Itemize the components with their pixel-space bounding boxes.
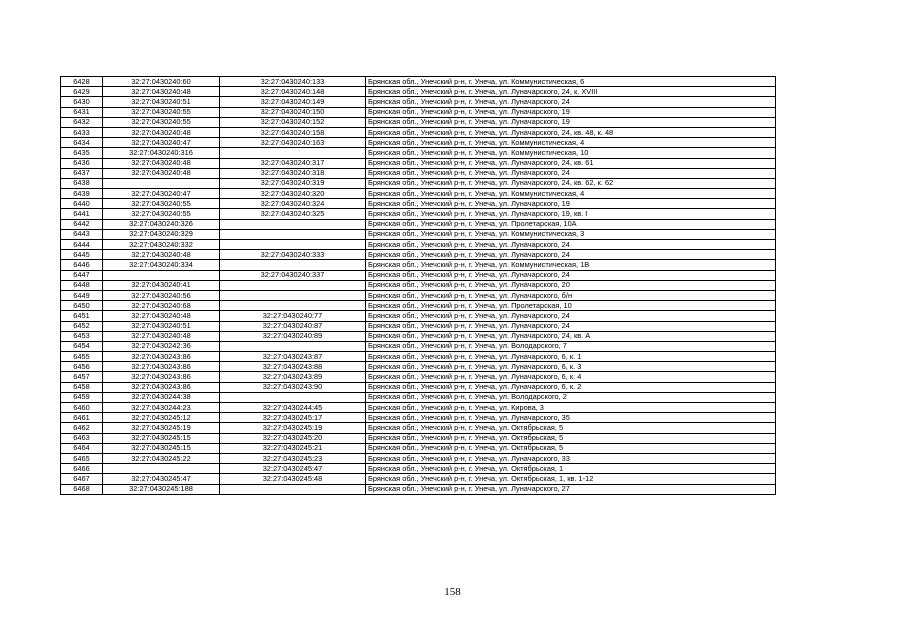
- address-cell: Брянская обл., Унечский р-н, г. Унеча, ул. Луначарского, 19, кв. I: [366, 209, 776, 219]
- cadastral-number-cell: [103, 464, 220, 474]
- row-number-cell: 6455: [61, 352, 103, 362]
- row-number-cell: 6444: [61, 240, 103, 250]
- table-row: [61, 178, 776, 188]
- address-cell: Брянская обл., Унечский р-н, г. Унеча, ул. Луначарского, 20: [366, 280, 776, 290]
- table-row: [61, 117, 776, 127]
- table-body: [61, 77, 776, 495]
- cadastral-number-cell: 32:27:0430240:56: [103, 290, 220, 300]
- parent-cadastral-number-cell: 32:27:0430240:324: [220, 199, 366, 209]
- table-row: [61, 474, 776, 484]
- table-row: [61, 229, 776, 239]
- parent-cadastral-number-cell: 32:27:0430240:89: [220, 331, 366, 341]
- cadastral-number-cell: 32:27:0430245:12: [103, 413, 220, 423]
- cadastral-number-cell: 32:27:0430240:332: [103, 240, 220, 250]
- parent-cadastral-number-cell: 32:27:0430243:89: [220, 372, 366, 382]
- row-number-cell: 6465: [61, 453, 103, 463]
- table-row: [61, 453, 776, 463]
- parent-cadastral-number-cell: [220, 229, 366, 239]
- cadastral-number-cell: 32:27:0430240:329: [103, 229, 220, 239]
- cadastral-number-cell: 32:27:0430240:48: [103, 158, 220, 168]
- parent-cadastral-number-cell: [220, 341, 366, 351]
- cadastral-number-cell: [103, 178, 220, 188]
- address-cell: Брянская обл., Унечский р-н, г. Унеча, ул. Луначарского, 35: [366, 413, 776, 423]
- table-row: [61, 311, 776, 321]
- address-cell: Брянская обл., Унечский р-н, г. Унеча, ул. Луначарского, 6, к. 1: [366, 352, 776, 362]
- parent-cadastral-number-cell: [220, 219, 366, 229]
- table-row: [61, 382, 776, 392]
- row-number-cell: 6451: [61, 311, 103, 321]
- row-number-cell: 6437: [61, 168, 103, 178]
- cadastral-number-cell: 32:27:0430245:47: [103, 474, 220, 484]
- table-row: [61, 77, 776, 87]
- table-row: [61, 168, 776, 178]
- table-row: [61, 403, 776, 413]
- address-cell: Брянская обл., Унечский р-н, г. Унеча, ул. Луначарского, 24: [366, 168, 776, 178]
- parent-cadastral-number-cell: 32:27:0430243:88: [220, 362, 366, 372]
- row-number-cell: 6429: [61, 87, 103, 97]
- table-row: [61, 352, 776, 362]
- table-row: [61, 433, 776, 443]
- cadastral-number-cell: 32:27:0430240:55: [103, 117, 220, 127]
- table-row: [61, 301, 776, 311]
- cadastral-number-cell: 32:27:0430243:86: [103, 352, 220, 362]
- parent-cadastral-number-cell: 32:27:0430243:90: [220, 382, 366, 392]
- address-cell: Брянская обл., Унечский р-н, г. Унеча, ул. Луначарского, 27: [366, 484, 776, 494]
- address-cell: Брянская обл., Унечский р-н, г. Унеча, ул. Володарского, 7: [366, 341, 776, 351]
- table-row: [61, 158, 776, 168]
- address-cell: Брянская обл., Унечский р-н, г. Унеча, ул. Октябрьская, 1, кв. 1-12: [366, 474, 776, 484]
- cadastral-number-cell: 32:27:0430245:15: [103, 433, 220, 443]
- parent-cadastral-number-cell: 32:27:0430245:47: [220, 464, 366, 474]
- parent-cadastral-number-cell: 32:27:0430240:163: [220, 138, 366, 148]
- parent-cadastral-number-cell: 32:27:0430245:17: [220, 413, 366, 423]
- parent-cadastral-number-cell: 32:27:0430240:318: [220, 168, 366, 178]
- row-number-cell: 6431: [61, 107, 103, 117]
- parent-cadastral-number-cell: [220, 260, 366, 270]
- parent-cadastral-number-cell: 32:27:0430240:320: [220, 189, 366, 199]
- address-cell: Брянская обл., Унечский р-н, г. Унеча, ул. Октябрьская, 5: [366, 433, 776, 443]
- table-row: [61, 423, 776, 433]
- cadastral-number-cell: 32:27:0430244:38: [103, 392, 220, 402]
- row-number-cell: 6440: [61, 199, 103, 209]
- address-cell: Брянская обл., Унечский р-н, г. Унеча, ул. Луначарского, б/н: [366, 290, 776, 300]
- address-cell: Брянская обл., Унечский р-н, г. Унеча, ул. Луначарского, 24: [366, 270, 776, 280]
- table-row: [61, 280, 776, 290]
- table-row: [61, 372, 776, 382]
- table-row: [61, 443, 776, 453]
- row-number-cell: 6453: [61, 331, 103, 341]
- cadastral-number-cell: 32:27:0430240:51: [103, 97, 220, 107]
- cadastral-number-cell: 32:27:0430240:48: [103, 127, 220, 137]
- address-cell: Брянская обл., Унечский р-н, г. Унеча, ул. Пролетарская, 10А: [366, 219, 776, 229]
- row-number-cell: 6436: [61, 158, 103, 168]
- table-row: [61, 148, 776, 158]
- address-cell: Брянская обл., Унечский р-н, г. Унеча, ул. Коммунистическая, 10: [366, 148, 776, 158]
- cadastral-number-cell: [103, 270, 220, 280]
- row-number-cell: 6435: [61, 148, 103, 158]
- address-cell: Брянская обл., Унечский р-н, г. Унеча, ул. Луначарского, 6, к. 3: [366, 362, 776, 372]
- cadastral-number-cell: 32:27:0430243:86: [103, 362, 220, 372]
- row-number-cell: 6439: [61, 189, 103, 199]
- table-row: [61, 107, 776, 117]
- cadastral-number-cell: 32:27:0430240:48: [103, 250, 220, 260]
- row-number-cell: 6442: [61, 219, 103, 229]
- parent-cadastral-number-cell: 32:27:0430245:20: [220, 433, 366, 443]
- table-row: [61, 97, 776, 107]
- parent-cadastral-number-cell: [220, 392, 366, 402]
- parent-cadastral-number-cell: 32:27:0430240:133: [220, 77, 366, 87]
- cadastral-number-cell: 32:27:0430240:316: [103, 148, 220, 158]
- address-cell: Брянская обл., Унечский р-н, г. Унеча, ул. Луначарского, 24: [366, 250, 776, 260]
- table-row: [61, 240, 776, 250]
- parent-cadastral-number-cell: 32:27:0430240:150: [220, 107, 366, 117]
- row-number-cell: 6447: [61, 270, 103, 280]
- table-row: [61, 341, 776, 351]
- table-row: [61, 464, 776, 474]
- cadastral-number-cell: 32:27:0430240:48: [103, 331, 220, 341]
- cadastral-number-cell: 32:27:0430240:68: [103, 301, 220, 311]
- row-number-cell: 6460: [61, 403, 103, 413]
- address-cell: Брянская обл., Унечский р-н, г. Унеча, ул. Коммунистическая, 6: [366, 77, 776, 87]
- row-number-cell: 6466: [61, 464, 103, 474]
- cadastral-number-cell: 32:27:0430240:47: [103, 138, 220, 148]
- row-number-cell: 6457: [61, 372, 103, 382]
- row-number-cell: 6430: [61, 97, 103, 107]
- cadastral-number-cell: 32:27:0430240:55: [103, 199, 220, 209]
- cadastral-number-cell: 32:27:0430240:55: [103, 209, 220, 219]
- parent-cadastral-number-cell: 32:27:0430244:45: [220, 403, 366, 413]
- row-number-cell: 6468: [61, 484, 103, 494]
- row-number-cell: 6428: [61, 77, 103, 87]
- parent-cadastral-number-cell: [220, 280, 366, 290]
- address-cell: Брянская обл., Унечский р-н, г. Унеча, ул. Луначарского, 24, кв. 48, к. 48: [366, 127, 776, 137]
- table-row: [61, 331, 776, 341]
- row-number-cell: 6461: [61, 413, 103, 423]
- page-number: 158: [444, 586, 461, 598]
- cadastral-number-cell: 32:27:0430240:48: [103, 87, 220, 97]
- cadastral-number-cell: 32:27:0430240:55: [103, 107, 220, 117]
- parent-cadastral-number-cell: 32:27:0430240:77: [220, 311, 366, 321]
- parent-cadastral-number-cell: 32:27:0430240:319: [220, 178, 366, 188]
- address-cell: Брянская обл., Унечский р-н, г. Унеча, ул. Луначарского, 24: [366, 321, 776, 331]
- address-cell: Брянская обл., Унечский р-н, г. Унеча, ул. Луначарского, 19: [366, 199, 776, 209]
- parent-cadastral-number-cell: [220, 484, 366, 494]
- parent-cadastral-number-cell: [220, 240, 366, 250]
- address-cell: Брянская обл., Унечский р-н, г. Унеча, ул. Луначарского, 24: [366, 311, 776, 321]
- cadastral-number-cell: 32:27:0430240:51: [103, 321, 220, 331]
- row-number-cell: 6443: [61, 229, 103, 239]
- parent-cadastral-number-cell: [220, 301, 366, 311]
- row-number-cell: 6433: [61, 127, 103, 137]
- cadastral-number-cell: 32:27:0430240:48: [103, 168, 220, 178]
- address-cell: Брянская обл., Унечский р-н, г. Унеча, ул. Коммунистическая, 4: [366, 189, 776, 199]
- row-number-cell: 6462: [61, 423, 103, 433]
- address-cell: Брянская обл., Унечский р-н, г. Унеча, ул. Октябрьская, 5: [366, 423, 776, 433]
- table-row: [61, 209, 776, 219]
- parent-cadastral-number-cell: 32:27:0430240:152: [220, 117, 366, 127]
- cadastral-number-cell: 32:27:0430240:48: [103, 311, 220, 321]
- parent-cadastral-number-cell: 32:27:0430240:325: [220, 209, 366, 219]
- address-cell: Брянская обл., Унечский р-н, г. Унеча, ул. Луначарского, 19: [366, 107, 776, 117]
- row-number-cell: 6441: [61, 209, 103, 219]
- table-row: [61, 413, 776, 423]
- address-cell: Брянская обл., Унечский р-н, г. Унеча, ул. Коммунистическая, 4: [366, 138, 776, 148]
- cadastral-number-cell: 32:27:0430245:188: [103, 484, 220, 494]
- table-row: [61, 87, 776, 97]
- table-row: [61, 362, 776, 372]
- address-cell: Брянская обл., Унечский р-н, г. Унеча, ул. Октябрьская, 1: [366, 464, 776, 474]
- row-number-cell: 6464: [61, 443, 103, 453]
- row-number-cell: 6432: [61, 117, 103, 127]
- parent-cadastral-number-cell: [220, 290, 366, 300]
- parent-cadastral-number-cell: 32:27:0430245:23: [220, 453, 366, 463]
- row-number-cell: 6454: [61, 341, 103, 351]
- table-row: [61, 250, 776, 260]
- address-cell: Брянская обл., Унечский р-н, г. Унеча, ул. Пролетарская, 10: [366, 301, 776, 311]
- parent-cadastral-number-cell: 32:27:0430240:158: [220, 127, 366, 137]
- row-number-cell: 6438: [61, 178, 103, 188]
- cadastral-number-cell: 32:27:0430245:15: [103, 443, 220, 453]
- address-cell: Брянская обл., Унечский р-н, г. Унеча, ул. Кирова, 3: [366, 403, 776, 413]
- cadastral-number-cell: 32:27:0430240:47: [103, 189, 220, 199]
- table-row: [61, 189, 776, 199]
- parent-cadastral-number-cell: 32:27:0430240:87: [220, 321, 366, 331]
- cadastral-number-cell: 32:27:0430240:60: [103, 77, 220, 87]
- address-cell: Брянская обл., Унечский р-н, г. Унеча, ул. Луначарского, 24, кв. А: [366, 331, 776, 341]
- row-number-cell: 6459: [61, 392, 103, 402]
- row-number-cell: 6445: [61, 250, 103, 260]
- address-cell: Брянская обл., Унечский р-н, г. Унеча, ул. Луначарского, 6, к. 4: [366, 372, 776, 382]
- parent-cadastral-number-cell: 32:27:0430243:87: [220, 352, 366, 362]
- row-number-cell: 6448: [61, 280, 103, 290]
- row-number-cell: 6434: [61, 138, 103, 148]
- cadastral-number-cell: 32:27:0430242:36: [103, 341, 220, 351]
- address-cell: Брянская обл., Унечский р-н, г. Унеча, ул. Луначарского, 24: [366, 240, 776, 250]
- table-row: [61, 270, 776, 280]
- row-number-cell: 6467: [61, 474, 103, 484]
- parent-cadastral-number-cell: 32:27:0430245:48: [220, 474, 366, 484]
- table-row: [61, 260, 776, 270]
- cadastral-number-cell: 32:27:0430240:326: [103, 219, 220, 229]
- parent-cadastral-number-cell: 32:27:0430245:21: [220, 443, 366, 453]
- address-cell: Брянская обл., Унечский р-н, г. Унеча, ул. Луначарского, 24, кв. 61: [366, 158, 776, 168]
- cadastral-number-cell: 32:27:0430240:334: [103, 260, 220, 270]
- address-cell: Брянская обл., Унечский р-н, г. Унеча, ул. Луначарского, 24, к. XVIII: [366, 87, 776, 97]
- row-number-cell: 6446: [61, 260, 103, 270]
- address-cell: Брянская обл., Унечский р-н, г. Унеча, ул. Луначарского, 24: [366, 97, 776, 107]
- parent-cadastral-number-cell: 32:27:0430240:149: [220, 97, 366, 107]
- address-cell: Брянская обл., Унечский р-н, г. Унеча, ул. Коммунистическая, 3: [366, 229, 776, 239]
- cadastral-number-cell: 32:27:0430245:22: [103, 453, 220, 463]
- address-cell: Брянская обл., Унечский р-н, г. Унеча, ул. Луначарского, 24, кв. 62, к. 62: [366, 178, 776, 188]
- address-cell: Брянская обл., Унечский р-н, г. Унеча, ул. Володарского, 2: [366, 392, 776, 402]
- table-row: [61, 138, 776, 148]
- parent-cadastral-number-cell: [220, 148, 366, 158]
- parent-cadastral-number-cell: 32:27:0430240:333: [220, 250, 366, 260]
- row-number-cell: 6449: [61, 290, 103, 300]
- row-number-cell: 6450: [61, 301, 103, 311]
- table-row: [61, 127, 776, 137]
- table-row: [61, 321, 776, 331]
- parent-cadastral-number-cell: 32:27:0430240:148: [220, 87, 366, 97]
- table-row: [61, 199, 776, 209]
- address-cell: Брянская обл., Унечский р-н, г. Унеча, ул. Луначарского, 6, к. 2: [366, 382, 776, 392]
- cadastral-number-cell: 32:27:0430240:41: [103, 280, 220, 290]
- cadastral-number-cell: 32:27:0430245:19: [103, 423, 220, 433]
- row-number-cell: 6458: [61, 382, 103, 392]
- table-row: [61, 392, 776, 402]
- parent-cadastral-number-cell: 32:27:0430240:337: [220, 270, 366, 280]
- table-row: [61, 484, 776, 494]
- address-cell: Брянская обл., Унечский р-н, г. Унеча, ул. Коммунистическая, 1В: [366, 260, 776, 270]
- address-cell: Брянская обл., Унечский р-н, г. Унеча, ул. Луначарского, 19: [366, 117, 776, 127]
- cadastral-number-cell: 32:27:0430243:86: [103, 382, 220, 392]
- row-number-cell: 6452: [61, 321, 103, 331]
- row-number-cell: 6463: [61, 433, 103, 443]
- cadastral-table: [60, 76, 776, 495]
- table-row: [61, 290, 776, 300]
- address-cell: Брянская обл., Унечский р-н, г. Унеча, ул. Октябрьская, 5: [366, 443, 776, 453]
- cadastral-number-cell: 32:27:0430244:23: [103, 403, 220, 413]
- parent-cadastral-number-cell: 32:27:0430240:317: [220, 158, 366, 168]
- row-number-cell: 6456: [61, 362, 103, 372]
- parent-cadastral-number-cell: 32:27:0430245:19: [220, 423, 366, 433]
- address-cell: Брянская обл., Унечский р-н, г. Унеча, ул. Луначарского, 33: [366, 453, 776, 463]
- table-row: [61, 219, 776, 229]
- cadastral-number-cell: 32:27:0430243:86: [103, 372, 220, 382]
